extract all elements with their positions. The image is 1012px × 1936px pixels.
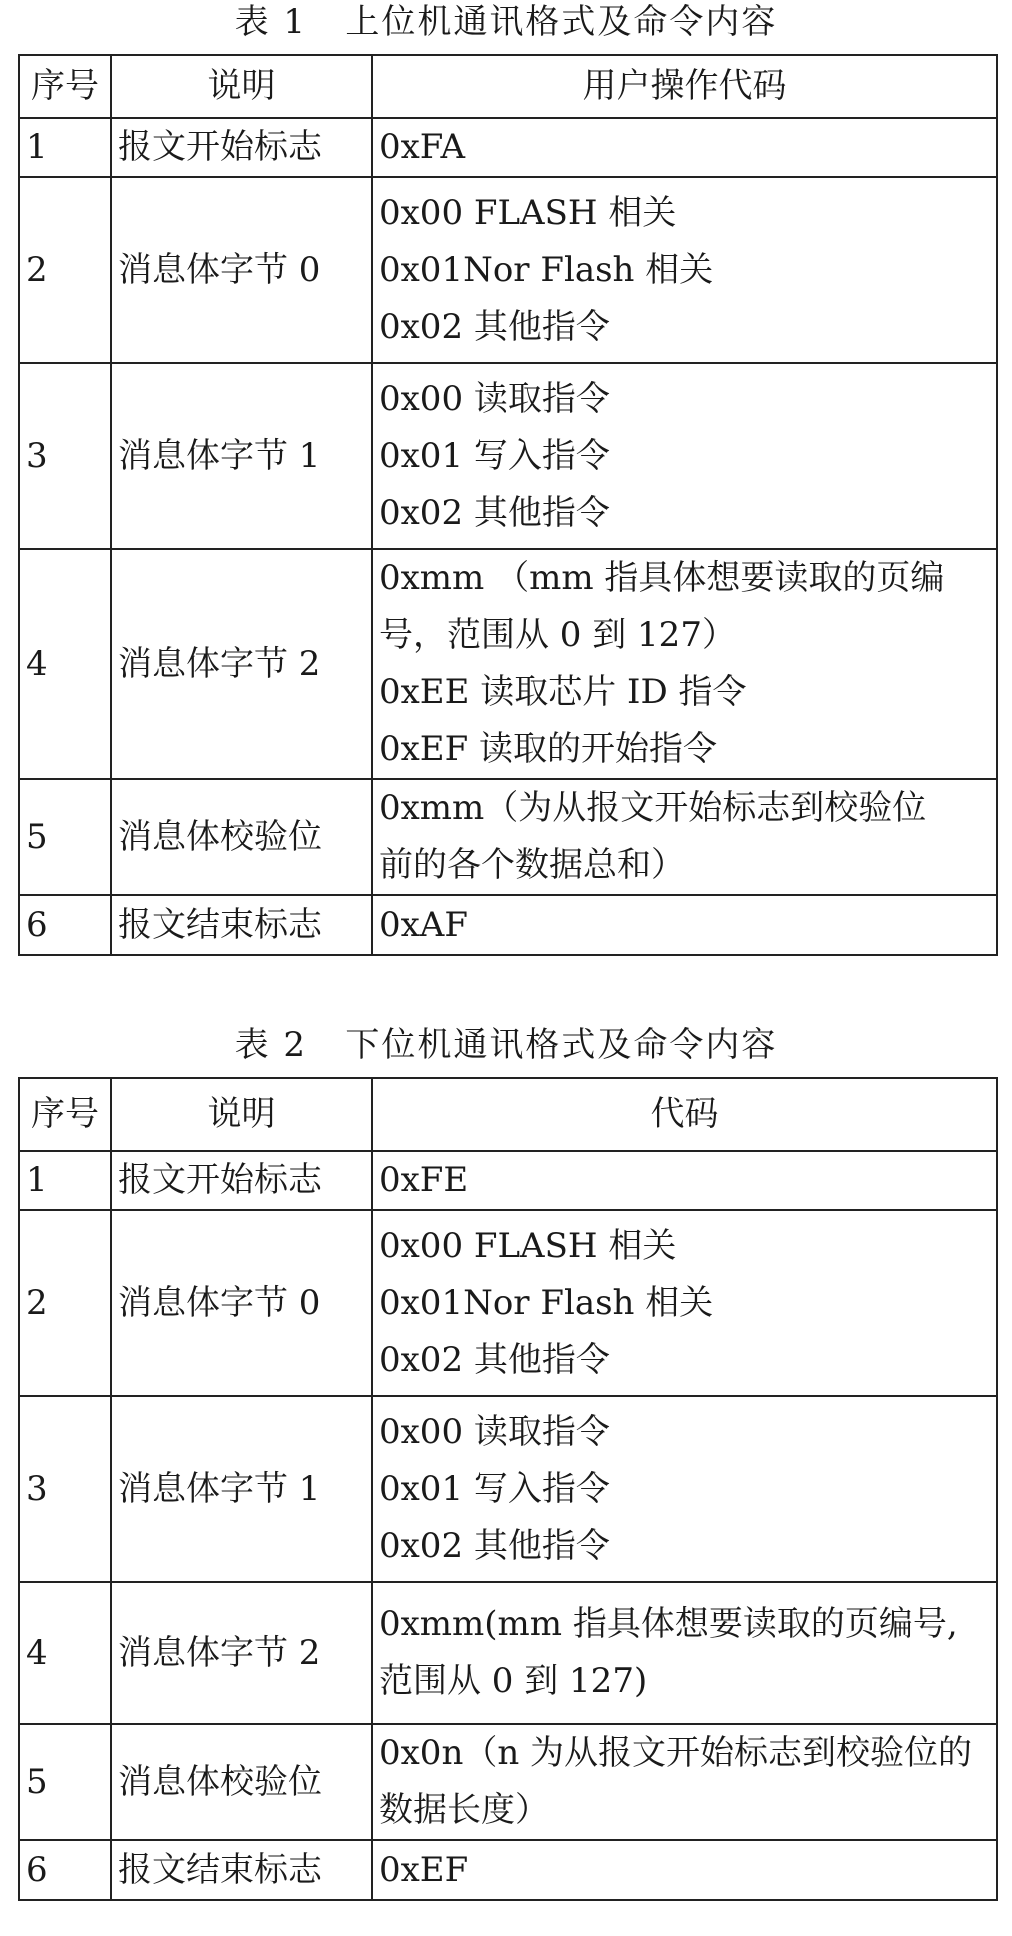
table-row — [19, 1724, 997, 1840]
row-description: 消息体字节 1 — [111, 1396, 372, 1582]
code-line: 0xAF — [379, 904, 468, 945]
row-number: 1 — [19, 118, 111, 177]
table1-caption: 表 1 上位机通讯格式及命令内容 — [234, 2, 778, 42]
table1-header-num: 序号 — [19, 55, 111, 118]
table2-header-desc: 说明 — [111, 1078, 372, 1151]
code-line: 0x0n（n 为从报文开始标志到校验位的 — [379, 1733, 973, 1773]
code-line: 0x01Nor Flash 相关 — [379, 249, 714, 290]
row-code — [372, 1151, 997, 1210]
code-line: 0x01 写入指令 — [379, 1468, 610, 1509]
row-description: 报文开始标志 — [111, 118, 372, 177]
row-number: 3 — [19, 363, 111, 549]
code-line: 0x01Nor Flash 相关 — [379, 1282, 714, 1323]
code-line: 0x00 FLASH 相关 — [379, 192, 677, 233]
row-code — [372, 1210, 997, 1396]
row-code — [372, 118, 997, 177]
code-line: 0x02 其他指令 — [379, 306, 610, 347]
row-number: 1 — [19, 1151, 111, 1210]
row-code — [372, 363, 997, 549]
code-line: 0xFA — [379, 127, 465, 167]
table2-header-row — [19, 1078, 997, 1151]
table-row — [19, 1582, 997, 1724]
row-description: 消息体字节 0 — [111, 177, 372, 363]
row-number: 6 — [19, 1840, 111, 1900]
code-line: 0xFE — [379, 1160, 469, 1200]
row-number: 6 — [19, 895, 111, 955]
row-number: 4 — [19, 549, 111, 779]
code-line: 0xEE 读取芯片 ID 指令 — [379, 672, 747, 712]
table1-body — [19, 118, 997, 955]
row-number: 2 — [19, 1210, 111, 1396]
code-line: 号，范围从 0 到 127） — [379, 615, 736, 655]
table-row — [19, 118, 997, 177]
row-code — [372, 779, 997, 895]
code-line: 0xEF — [379, 1849, 469, 1890]
table2-body — [19, 1151, 997, 1900]
row-number: 3 — [19, 1396, 111, 1582]
table2-header-num: 序号 — [19, 1078, 111, 1151]
table2-caption: 表 2 下位机通讯格式及命令内容 — [234, 1025, 778, 1065]
code-line: 0x02 其他指令 — [379, 1525, 610, 1566]
table2-header-code: 代码 — [372, 1078, 997, 1151]
table2 — [18, 1077, 998, 1901]
row-number: 4 — [19, 1582, 111, 1724]
table-row — [19, 549, 997, 779]
row-code — [372, 1396, 997, 1582]
row-description: 消息体字节 0 — [111, 1210, 372, 1396]
row-description: 报文结束标志 — [111, 895, 372, 955]
table1-header-desc: 说明 — [111, 55, 372, 118]
table-row — [19, 1396, 997, 1582]
row-description: 报文开始标志 — [111, 1151, 372, 1210]
code-line: 0xmm （mm 指具体想要读取的页编 — [379, 558, 945, 598]
code-line: 0xEF 读取的开始指令 — [379, 729, 718, 769]
row-number: 2 — [19, 177, 111, 363]
row-code — [372, 1840, 997, 1900]
row-description: 消息体字节 2 — [111, 1582, 372, 1724]
code-line: 0x02 其他指令 — [379, 1339, 610, 1380]
table-row — [19, 1840, 997, 1900]
row-number: 5 — [19, 779, 111, 895]
code-line: 0xmm(mm 指具体想要读取的页编号, — [379, 1604, 958, 1644]
table-row — [19, 1151, 997, 1210]
row-description: 消息体校验位 — [111, 779, 372, 895]
row-description: 报文结束标志 — [111, 1840, 372, 1900]
code-line: 0x00 读取指令 — [379, 1411, 610, 1452]
table-row — [19, 895, 997, 955]
row-description: 消息体字节 1 — [111, 363, 372, 549]
table-row — [19, 177, 997, 363]
code-line: 前的各个数据总和） — [379, 845, 685, 885]
code-line: 0xmm（为从报文开始标志到校验位 — [379, 788, 927, 828]
row-code — [372, 177, 997, 363]
row-description: 消息体字节 2 — [111, 549, 372, 779]
row-number: 5 — [19, 1724, 111, 1840]
table-row — [19, 363, 997, 549]
table1-header-row — [19, 55, 997, 118]
code-line: 0x01 写入指令 — [379, 435, 610, 476]
table-row — [19, 779, 997, 895]
table1-header-code: 用户操作代码 — [372, 55, 997, 118]
row-code — [372, 895, 997, 955]
code-line: 0x00 读取指令 — [379, 378, 610, 419]
table-row — [19, 1210, 997, 1396]
row-code — [372, 1582, 997, 1724]
code-line: 0x00 FLASH 相关 — [379, 1225, 677, 1266]
table1 — [18, 54, 998, 956]
code-line: 数据长度） — [379, 1790, 549, 1830]
row-code — [372, 1724, 997, 1840]
row-code — [372, 549, 997, 779]
code-line: 0x02 其他指令 — [379, 492, 610, 533]
code-line: 范围从 0 到 127) — [379, 1661, 648, 1701]
row-description: 消息体校验位 — [111, 1724, 372, 1840]
